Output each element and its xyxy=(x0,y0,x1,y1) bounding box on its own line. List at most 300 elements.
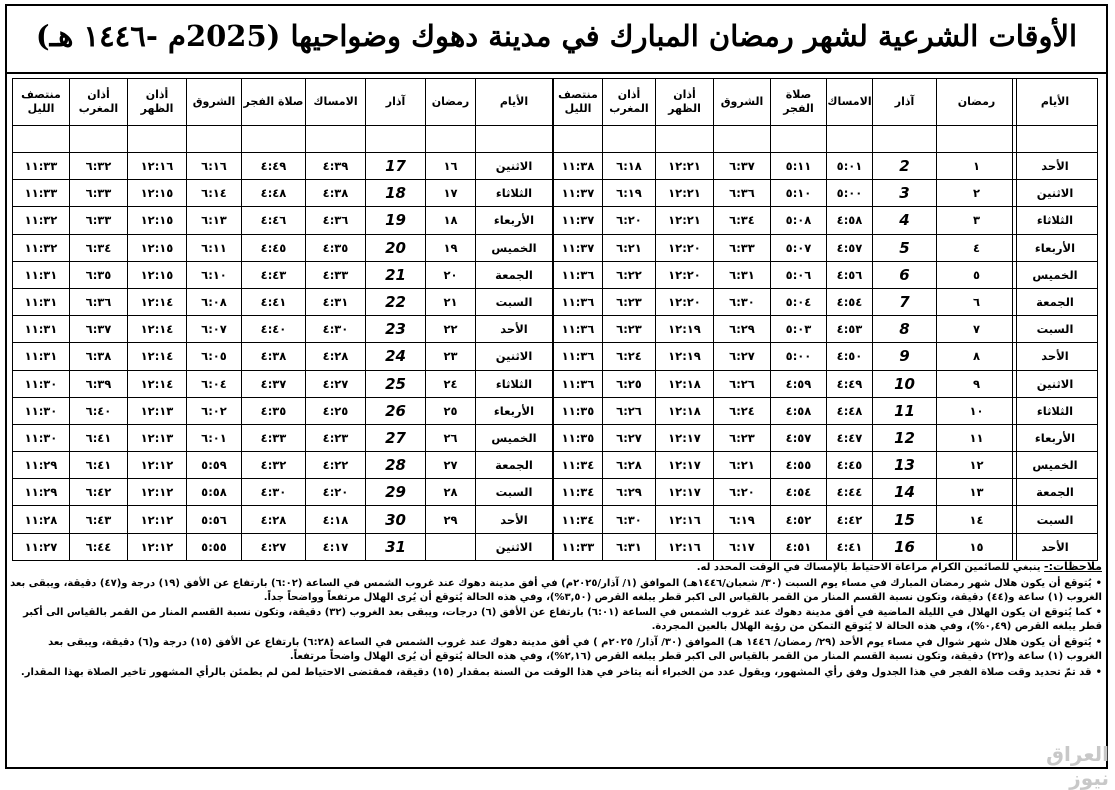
day-row xyxy=(1013,452,1098,479)
cell-midnight: ١١:٣٣ xyxy=(13,153,70,180)
table-row xyxy=(554,207,1017,234)
cell-day: الثلاثاء xyxy=(1013,397,1098,424)
day-row xyxy=(1013,479,1098,506)
cell-imsak: ٤:٢٧ xyxy=(306,370,366,397)
cell-maghrib: ٦:٤٠ xyxy=(70,397,128,424)
day-row xyxy=(476,343,553,370)
cell-adhar: 17 xyxy=(366,153,426,180)
cell-day: الخميس xyxy=(1013,452,1098,479)
cell-day: الأحد xyxy=(1013,153,1098,180)
cell-day: الأربعاء xyxy=(476,207,553,234)
cell-ramadan: ٣ xyxy=(937,207,1017,234)
day-row xyxy=(1013,424,1098,451)
note-item: • يُتوقع أن يكون هلال شهر شوال في مساء يوم الأحد (٢٩/ رمضان/ ١٤٤٦ هـ) الموافق (٣٠/ آذار/ ٢٠٢٥م ) في أفق مدينة دهوك عند غروب الشمس في الساعة (٦:٢٨) بارتفاع عن الأفق (١٥) درجة و(٦) دقيقة، ويبقى بعد الغروب (١) ساعة و(٢٢) دقيقة، وتكون نسبة القسم المنار من القمر بالقياس الى اكبر قطر يبلغه القرص (٢,١٦%)، وفي هذه الحالة يُتوقع أن يُرى الهلال واضحاً مرتفعاً. xyxy=(10,636,1102,664)
cell-fajr: ٥:١٠ xyxy=(771,180,827,207)
cell-shurooq: ٦:٢٩ xyxy=(714,316,771,343)
cell-dhuhr: ١٢:١٣ xyxy=(128,397,187,424)
cell-maghrib: ٦:٤١ xyxy=(70,452,128,479)
cell-day: السبت xyxy=(1013,316,1098,343)
table-row xyxy=(554,261,1017,288)
spacer-cell xyxy=(426,126,476,153)
cell-imsak: ٤:٥٠ xyxy=(827,343,873,370)
spacer-cell xyxy=(937,126,1017,153)
cell-fajr: ٤:٢٨ xyxy=(242,506,306,533)
cell-fajr: ٤:٤٥ xyxy=(242,234,306,261)
cell-imsak: ٤:٤٢ xyxy=(827,506,873,533)
cell-dhuhr: ١٢:١٦ xyxy=(656,533,714,560)
header-ramadan: رمضان xyxy=(937,79,1017,126)
cell-fajr: ٥:٠٧ xyxy=(771,234,827,261)
cell-day: الأربعاء xyxy=(1013,424,1098,451)
spacer-cell xyxy=(873,126,937,153)
cell-day: السبت xyxy=(476,479,553,506)
cell-adhar: 31 xyxy=(366,533,426,560)
spacer-cell xyxy=(554,126,603,153)
cell-ramadan: ١٦ xyxy=(426,153,476,180)
cell-imsak: ٤:٢٨ xyxy=(306,343,366,370)
cell-maghrib: ٦:٤٢ xyxy=(70,479,128,506)
cell-maghrib: ٦:٤٤ xyxy=(70,533,128,560)
cell-ramadan: ٢٨ xyxy=(426,479,476,506)
cell-ramadan xyxy=(426,533,476,560)
cell-adhar: 25 xyxy=(366,370,426,397)
cell-day: الاثنين xyxy=(1013,370,1098,397)
cell-adhar: 16 xyxy=(873,533,937,560)
header-day: الأيام xyxy=(1013,79,1098,126)
spacer-cell xyxy=(1013,126,1098,153)
cell-midnight: ١١:٣٦ xyxy=(554,343,603,370)
cell-maghrib: ٦:٤٣ xyxy=(70,506,128,533)
cell-imsak: ٤:٢٥ xyxy=(306,397,366,424)
cell-midnight: ١١:٣٣ xyxy=(13,180,70,207)
cell-shurooq: ٦:١٤ xyxy=(187,180,242,207)
cell-day: السبت xyxy=(476,288,553,315)
cell-midnight: ١١:٢٩ xyxy=(13,452,70,479)
cell-midnight: ١١:٣٥ xyxy=(554,424,603,451)
cell-shurooq: ٥:٥٨ xyxy=(187,479,242,506)
cell-imsak: ٤:٥٦ xyxy=(827,261,873,288)
cell-adhar: 24 xyxy=(366,343,426,370)
table-row xyxy=(13,316,476,343)
table-row xyxy=(13,207,476,234)
cell-imsak: ٤:٢٢ xyxy=(306,452,366,479)
day-row xyxy=(1013,506,1098,533)
cell-shurooq: ٥:٥٦ xyxy=(187,506,242,533)
cell-maghrib: ٦:٣٩ xyxy=(70,370,128,397)
cell-shurooq: ٦:٠٤ xyxy=(187,370,242,397)
cell-imsak: ٤:٢٠ xyxy=(306,479,366,506)
cell-maghrib: ٦:١٩ xyxy=(603,180,656,207)
cell-dhuhr: ١٢:١٤ xyxy=(128,343,187,370)
cell-adhar: 2 xyxy=(873,153,937,180)
cell-ramadan: ١٥ xyxy=(937,533,1017,560)
day-row xyxy=(476,397,553,424)
table-row xyxy=(554,452,1017,479)
cell-shurooq: ٦:١٣ xyxy=(187,207,242,234)
cell-day: الأحد xyxy=(476,316,553,343)
spacer-row xyxy=(476,126,553,153)
cell-fajr: ٤:٥١ xyxy=(771,533,827,560)
cell-dhuhr: ١٢:١٤ xyxy=(128,288,187,315)
cell-maghrib: ٦:٢٨ xyxy=(603,452,656,479)
cell-maghrib: ٦:٣٨ xyxy=(70,343,128,370)
cell-maghrib: ٦:٢٩ xyxy=(603,479,656,506)
cell-fajr: ٤:٤٦ xyxy=(242,207,306,234)
cell-imsak: ٤:٤١ xyxy=(827,533,873,560)
watermark-logo: العراق نيوز xyxy=(1046,742,1109,790)
cell-imsak: ٤:٣٦ xyxy=(306,207,366,234)
cell-maghrib: ٦:٤١ xyxy=(70,424,128,451)
cell-midnight: ١١:٣١ xyxy=(13,288,70,315)
day-row xyxy=(1013,533,1098,560)
cell-adhar: 5 xyxy=(873,234,937,261)
cell-fajr: ٤:٤٠ xyxy=(242,316,306,343)
cell-adhar: 29 xyxy=(366,479,426,506)
header-adhar: آذار xyxy=(366,79,426,126)
cell-dhuhr: ١٢:٢٠ xyxy=(656,288,714,315)
cell-ramadan: ١٢ xyxy=(937,452,1017,479)
cell-shurooq: ٦:٠١ xyxy=(187,424,242,451)
cell-day: الاثنين xyxy=(476,153,553,180)
spacer-cell xyxy=(603,126,656,153)
cell-imsak: ٤:٤٨ xyxy=(827,397,873,424)
cell-midnight: ١١:٣٧ xyxy=(554,207,603,234)
cell-midnight: ١١:٢٩ xyxy=(13,479,70,506)
cell-maghrib: ٦:٢٧ xyxy=(603,424,656,451)
cell-ramadan: ١١ xyxy=(937,424,1017,451)
cell-ramadan: ١٨ xyxy=(426,207,476,234)
cell-midnight: ١١:٣٧ xyxy=(554,180,603,207)
cell-ramadan: ١٧ xyxy=(426,180,476,207)
cell-ramadan: ٢٠ xyxy=(426,261,476,288)
spacer-row xyxy=(13,126,476,153)
cell-maghrib: ٦:٢٢ xyxy=(603,261,656,288)
header-fajr: صلاة الفجر xyxy=(242,79,306,126)
cell-day: الأحد xyxy=(476,506,553,533)
cell-maghrib: ٦:٢٣ xyxy=(603,288,656,315)
cell-adhar: 15 xyxy=(873,506,937,533)
cell-adhar: 18 xyxy=(366,180,426,207)
schedule-table-right xyxy=(553,78,1017,561)
cell-adhar: 20 xyxy=(366,234,426,261)
spacer-cell xyxy=(771,126,827,153)
table-row xyxy=(13,153,476,180)
cell-fajr: ٤:٣٧ xyxy=(242,370,306,397)
table-row xyxy=(13,180,476,207)
cell-maghrib: ٦:٢٦ xyxy=(603,397,656,424)
cell-adhar: 4 xyxy=(873,207,937,234)
cell-maghrib: ٦:٣٤ xyxy=(70,234,128,261)
table-row xyxy=(13,343,476,370)
cell-imsak: ٤:٣٩ xyxy=(306,153,366,180)
cell-midnight: ١١:٣٢ xyxy=(13,234,70,261)
cell-ramadan: ٢١ xyxy=(426,288,476,315)
header-maghrib: أذان المغرب xyxy=(70,79,128,126)
cell-day: الجمعة xyxy=(476,452,553,479)
day-row xyxy=(476,533,553,560)
spacer-cell xyxy=(827,126,873,153)
notes-label: ملاحظات:- xyxy=(1044,560,1102,573)
cell-midnight: ١١:٣٦ xyxy=(554,261,603,288)
day-row xyxy=(476,180,553,207)
cell-midnight: ١١:٣٢ xyxy=(13,207,70,234)
cell-fajr: ٤:٣٠ xyxy=(242,479,306,506)
day-row xyxy=(1013,153,1098,180)
cell-day: الأربعاء xyxy=(476,397,553,424)
cell-shurooq: ٦:٢٠ xyxy=(714,479,771,506)
cell-adhar: 12 xyxy=(873,424,937,451)
cell-day: السبت xyxy=(1013,506,1098,533)
table-row xyxy=(554,343,1017,370)
cell-imsak: ٤:١٨ xyxy=(306,506,366,533)
notes-section xyxy=(10,560,1102,681)
cell-ramadan: ٩ xyxy=(937,370,1017,397)
cell-fajr: ٤:٥٤ xyxy=(771,479,827,506)
cell-maghrib: ٦:٣٣ xyxy=(70,180,128,207)
cell-shurooq: ٦:١٩ xyxy=(714,506,771,533)
cell-shurooq: ٦:٣٤ xyxy=(714,207,771,234)
spacer-cell xyxy=(366,126,426,153)
cell-fajr: ٤:٤٣ xyxy=(242,261,306,288)
cell-fajr: ٥:٠٨ xyxy=(771,207,827,234)
header-imsak: الامساك xyxy=(306,79,366,126)
cell-midnight: ١١:٣٦ xyxy=(554,288,603,315)
cell-dhuhr: ١٢:١٥ xyxy=(128,234,187,261)
cell-fajr: ٤:٤٨ xyxy=(242,180,306,207)
day-row xyxy=(476,424,553,451)
spacer-cell xyxy=(13,126,70,153)
cell-day: الأربعاء xyxy=(1013,234,1098,261)
cell-fajr: ٤:٥٧ xyxy=(771,424,827,451)
cell-dhuhr: ١٢:١٩ xyxy=(656,316,714,343)
cell-imsak: ٤:٥٧ xyxy=(827,234,873,261)
cell-dhuhr: ١٢:٢٠ xyxy=(656,261,714,288)
cell-day: الاثنين xyxy=(476,343,553,370)
cell-day: الثلاثاء xyxy=(1013,207,1098,234)
cell-maghrib: ٦:٢١ xyxy=(603,234,656,261)
cell-adhar: 21 xyxy=(366,261,426,288)
cell-day: الخميس xyxy=(476,234,553,261)
cell-adhar: 22 xyxy=(366,288,426,315)
table-row xyxy=(13,370,476,397)
header-shurooq: الشروق xyxy=(714,79,771,126)
cell-midnight: ١١:٣٠ xyxy=(13,397,70,424)
cell-ramadan: ١٠ xyxy=(937,397,1017,424)
cell-shurooq: ٥:٥٥ xyxy=(187,533,242,560)
cell-ramadan: ١٤ xyxy=(937,506,1017,533)
cell-imsak: ٤:٣١ xyxy=(306,288,366,315)
cell-fajr: ٤:٣٥ xyxy=(242,397,306,424)
day-row xyxy=(476,370,553,397)
spacer-row xyxy=(554,126,1017,153)
cell-fajr: ٤:٥٩ xyxy=(771,370,827,397)
cell-dhuhr: ١٢:١٤ xyxy=(128,316,187,343)
day-row xyxy=(476,234,553,261)
table-row xyxy=(13,261,476,288)
header-ramadan: رمضان xyxy=(426,79,476,126)
day-row xyxy=(476,153,553,180)
day-column-right xyxy=(1012,78,1098,561)
cell-maghrib: ٦:٣٣ xyxy=(70,207,128,234)
cell-midnight: ١١:٣٣ xyxy=(554,533,603,560)
table-row xyxy=(13,234,476,261)
cell-maghrib: ٦:٣٥ xyxy=(70,261,128,288)
cell-shurooq: ٦:٣٠ xyxy=(714,288,771,315)
cell-midnight: ١١:٣٤ xyxy=(554,506,603,533)
table-row xyxy=(554,424,1017,451)
cell-adhar: 19 xyxy=(366,207,426,234)
day-column-left xyxy=(475,78,553,561)
cell-shurooq: ٦:٣١ xyxy=(714,261,771,288)
cell-adhar: 10 xyxy=(873,370,937,397)
day-row xyxy=(1013,370,1098,397)
note-item: • يُتوقع أن يكون هلال شهر رمضان المبارك في مساء يوم السبت (٣٠/ شعبان/١٤٤٦هـ) الموافق (١/ آذار/٢٠٢٥م) في أفق مدينة دهوك عند غروب الشمس في الساعة (٦:٠٢) بارتفاع عن الأفق (١٩) درجة و(٤٧) دقيقة، ويبقى بعد الغروب (١) ساعة و(٤٤) دقيقة، وتكون نسبة القسم المنار من القمر بالقياس الى اكبر قطر يبلغه القرص (٣,٥٠%)، وفي هذه الحالة يُتوقع أن يُرى الهلال مرتفعاً وواضحاً جداً. xyxy=(10,577,1102,605)
header-midnight: منتصف الليل xyxy=(554,79,603,126)
cell-ramadan: ٢٩ xyxy=(426,506,476,533)
cell-ramadan: ٢ xyxy=(937,180,1017,207)
header-midnight: منتصف الليل xyxy=(13,79,70,126)
day-row xyxy=(1013,343,1098,370)
day-row xyxy=(1013,261,1098,288)
cell-ramadan: ٦ xyxy=(937,288,1017,315)
notes-intro: ينبغي للصائمين الكرام مراعاة الاحتياط بالإمساك في الوقت المحدد له. xyxy=(696,562,1041,573)
cell-fajr: ٤:٣٣ xyxy=(242,424,306,451)
header-imsak: الامساك xyxy=(827,79,873,126)
cell-ramadan: ٢٤ xyxy=(426,370,476,397)
table-row xyxy=(13,506,476,533)
cell-imsak: ٤:٢٣ xyxy=(306,424,366,451)
cell-adhar: 23 xyxy=(366,316,426,343)
day-row xyxy=(1013,234,1098,261)
cell-adhar: 11 xyxy=(873,397,937,424)
spacer-row xyxy=(1013,126,1098,153)
cell-shurooq: ٦:٠٢ xyxy=(187,397,242,424)
cell-dhuhr: ١٢:٢١ xyxy=(656,180,714,207)
cell-dhuhr: ١٢:١٨ xyxy=(656,397,714,424)
cell-fajr: ٥:٠٠ xyxy=(771,343,827,370)
cell-fajr: ٤:٤١ xyxy=(242,288,306,315)
cell-midnight: ١١:٢٨ xyxy=(13,506,70,533)
cell-fajr: ٤:٣٢ xyxy=(242,452,306,479)
cell-fajr: ٤:٣٨ xyxy=(242,343,306,370)
cell-imsak: ٤:٤٧ xyxy=(827,424,873,451)
cell-ramadan: ٢٧ xyxy=(426,452,476,479)
cell-day: الخميس xyxy=(476,424,553,451)
cell-day: الثلاثاء xyxy=(476,180,553,207)
cell-adhar: 30 xyxy=(366,506,426,533)
cell-maghrib: ٦:٣٢ xyxy=(70,153,128,180)
cell-imsak: ٤:١٧ xyxy=(306,533,366,560)
cell-midnight: ١١:٣٠ xyxy=(13,370,70,397)
cell-dhuhr: ١٢:١٤ xyxy=(128,370,187,397)
cell-dhuhr: ١٢:١٢ xyxy=(128,479,187,506)
cell-shurooq: ٦:٢٤ xyxy=(714,397,771,424)
cell-fajr: ٥:١١ xyxy=(771,153,827,180)
table-row xyxy=(13,479,476,506)
cell-shurooq: ٦:١٠ xyxy=(187,261,242,288)
day-row xyxy=(476,207,553,234)
cell-shurooq: ٦:٢٣ xyxy=(714,424,771,451)
cell-imsak: ٤:٣٣ xyxy=(306,261,366,288)
table-row xyxy=(554,288,1017,315)
spacer-cell xyxy=(187,126,242,153)
day-row xyxy=(1013,316,1098,343)
cell-midnight: ١١:٣٦ xyxy=(554,316,603,343)
cell-adhar: 9 xyxy=(873,343,937,370)
cell-shurooq: ٦:٠٨ xyxy=(187,288,242,315)
table-row xyxy=(13,533,476,560)
cell-dhuhr: ١٢:١٢ xyxy=(128,506,187,533)
cell-dhuhr: ١٢:١٥ xyxy=(128,207,187,234)
cell-shurooq: ٦:٣٧ xyxy=(714,153,771,180)
cell-day: الجمعة xyxy=(1013,479,1098,506)
cell-ramadan: ١٣ xyxy=(937,479,1017,506)
cell-ramadan: ١ xyxy=(937,153,1017,180)
cell-day: الجمعة xyxy=(476,261,553,288)
cell-imsak: ٤:٣٥ xyxy=(306,234,366,261)
cell-shurooq: ٦:٠٧ xyxy=(187,316,242,343)
cell-shurooq: ٦:٠٥ xyxy=(187,343,242,370)
cell-adhar: 26 xyxy=(366,397,426,424)
cell-dhuhr: ١٢:١٥ xyxy=(128,180,187,207)
cell-midnight: ١١:٢٧ xyxy=(13,533,70,560)
header-dhuhr: أذان الظهر xyxy=(128,79,187,126)
cell-maghrib: ٦:٣٠ xyxy=(603,506,656,533)
day-row xyxy=(476,452,553,479)
cell-shurooq: ٦:١٧ xyxy=(714,533,771,560)
cell-maghrib: ٦:٢٥ xyxy=(603,370,656,397)
cell-fajr: ٤:٥٨ xyxy=(771,397,827,424)
day-row xyxy=(1013,180,1098,207)
cell-ramadan: ٥ xyxy=(937,261,1017,288)
cell-midnight: ١١:٣٤ xyxy=(554,452,603,479)
header-day: الأيام xyxy=(476,79,553,126)
cell-imsak: ٤:٤٤ xyxy=(827,479,873,506)
cell-midnight: ١١:٣٤ xyxy=(554,479,603,506)
cell-midnight: ١١:٣١ xyxy=(13,261,70,288)
cell-maghrib: ٦:٣١ xyxy=(603,533,656,560)
cell-dhuhr: ١٢:٢١ xyxy=(656,207,714,234)
cell-maghrib: ٦:٢٤ xyxy=(603,343,656,370)
header-maghrib: أذان المغرب xyxy=(603,79,656,126)
cell-ramadan: ٢٥ xyxy=(426,397,476,424)
cell-midnight: ١١:٣٦ xyxy=(554,370,603,397)
cell-adhar: 8 xyxy=(873,316,937,343)
table-row xyxy=(554,153,1017,180)
cell-midnight: ١١:٣٥ xyxy=(554,397,603,424)
cell-adhar: 14 xyxy=(873,479,937,506)
cell-shurooq: ٦:٣٦ xyxy=(714,180,771,207)
spacer-cell xyxy=(714,126,771,153)
table-row xyxy=(554,316,1017,343)
cell-midnight: ١١:٣٨ xyxy=(554,153,603,180)
spacer-cell xyxy=(306,126,366,153)
cell-fajr: ٥:٠٤ xyxy=(771,288,827,315)
cell-shurooq: ٦:٢٧ xyxy=(714,343,771,370)
header-dhuhr: أذان الظهر xyxy=(656,79,714,126)
table-row xyxy=(13,424,476,451)
header-shurooq: الشروق xyxy=(187,79,242,126)
cell-day: الجمعة xyxy=(1013,288,1098,315)
cell-maghrib: ٦:٣٦ xyxy=(70,288,128,315)
cell-midnight: ١١:٣٧ xyxy=(554,234,603,261)
cell-imsak: ٥:٠١ xyxy=(827,153,873,180)
cell-imsak: ٥:٠٠ xyxy=(827,180,873,207)
cell-ramadan: ٢٣ xyxy=(426,343,476,370)
table-row xyxy=(13,288,476,315)
cell-adhar: 27 xyxy=(366,424,426,451)
cell-maghrib: ٦:٣٧ xyxy=(70,316,128,343)
